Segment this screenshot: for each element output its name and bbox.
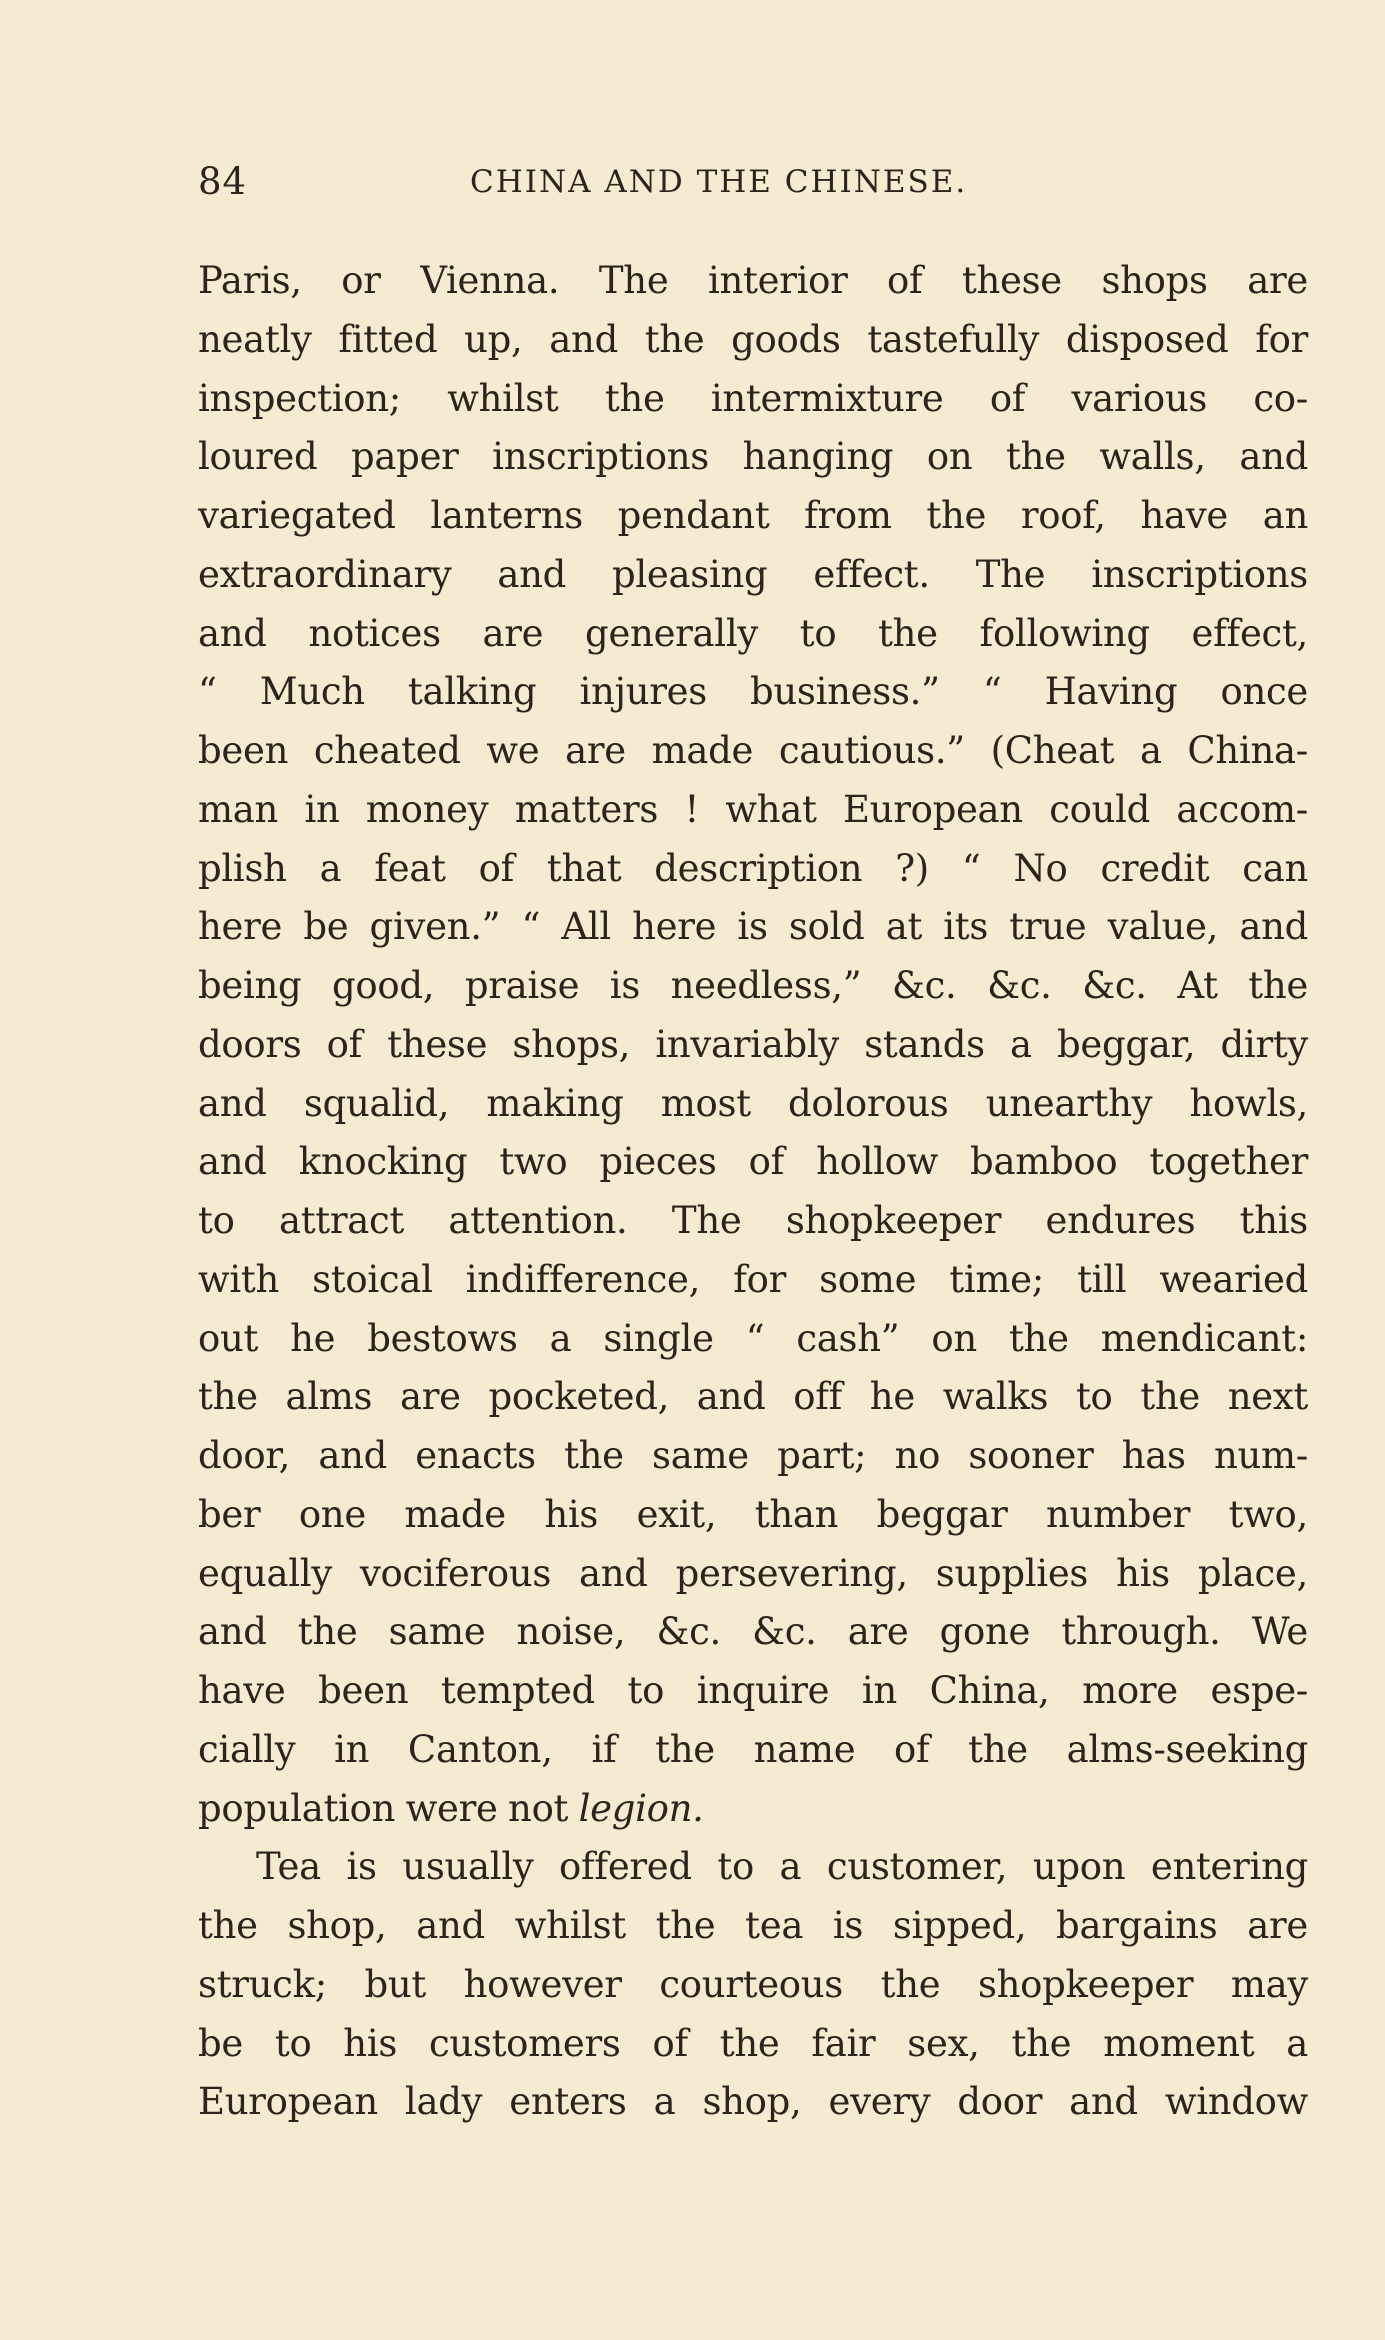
text-line: European lady enters a shop, every door and window xyxy=(198,2080,1308,2124)
text-line: doors of these shops, invariably stands a beggar, dirty xyxy=(198,1022,1308,1066)
text-line: equally vociferous and persevering, supplies his place, xyxy=(198,1551,1308,1595)
text-line: man in money matters ! what European could accom- xyxy=(198,787,1308,831)
body-text xyxy=(198,252,1308,2132)
text-line: extraordinary and pleasing effect. The inscriptions xyxy=(198,552,1308,596)
paragraph-2 xyxy=(198,1838,1308,2132)
text-line: cially in Canton, if the name of the alms-seeking xyxy=(198,1727,1308,1771)
text-line: struck; but however courteous the shopkeeper may xyxy=(198,1962,1308,2006)
text-fragment: population were not xyxy=(198,1786,579,1830)
text-line: and squalid, making most dolorous unearthy howls, xyxy=(198,1081,1308,1125)
text-line: loured paper inscriptions hanging on the walls, and xyxy=(198,435,1308,479)
text-line: to attract attention. The shopkeeper endures this xyxy=(198,1199,1308,1242)
text-line: with stoical indifference, for some time; till wearied xyxy=(198,1257,1308,1301)
text-line: “ Much talking injures business.” “ Having once xyxy=(198,670,1308,714)
running-head xyxy=(0,160,1385,210)
paragraph-1 xyxy=(198,252,1308,1838)
text-line: and the same noise, &c. &c. are gone through. We xyxy=(198,1610,1308,1654)
text-line: and notices are generally to the following effect, xyxy=(198,611,1308,655)
text-line: variegated lanterns pendant from the roof, have an xyxy=(198,494,1308,537)
text-line-last xyxy=(198,1780,1308,1839)
text-line: have been tempted to inquire in China, more espe- xyxy=(198,1669,1308,1712)
text-line: the shop, and whilst the tea is sipped, bargains are xyxy=(198,1904,1308,1947)
text-line: here be given.” “ All here is sold at its true value, and xyxy=(198,905,1308,949)
text-line: door, and enacts the same part; no sooner has num- xyxy=(198,1434,1308,1477)
text-line: out he bestows a single “ cash” on the mendicant: xyxy=(198,1316,1308,1360)
running-title: CHINA AND THE CHINESE. xyxy=(470,164,968,200)
text-line: ber one made his exit, than beggar number two, xyxy=(198,1492,1308,1536)
page-number: 84 xyxy=(198,160,248,203)
italic-word: legion. xyxy=(578,1786,704,1830)
text-line: plish a feat of that description ?) “ No credit can xyxy=(198,846,1308,890)
text-line: be to his customers of the fair sex, the moment a xyxy=(198,2021,1308,2065)
text-line: inspection; whilst the intermixture of various co- xyxy=(198,376,1308,420)
text-line: Paris, or Vienna. The interior of these shops are xyxy=(198,259,1308,302)
text-line: and knocking two pieces of hollow bamboo together xyxy=(198,1140,1308,1184)
text-line: being good, praise is needless,” &c. &c. &c. At the xyxy=(198,964,1308,1007)
text-line: neatly fitted up, and the goods tastefully disposed for xyxy=(198,317,1308,361)
text-line: been cheated we are made cautious.” (Cheat a China- xyxy=(198,729,1308,772)
text-line: Tea is usually offered to a customer, upon entering xyxy=(256,1845,1308,1889)
text-line: the alms are pocketed, and off he walks to the next xyxy=(198,1375,1308,1419)
